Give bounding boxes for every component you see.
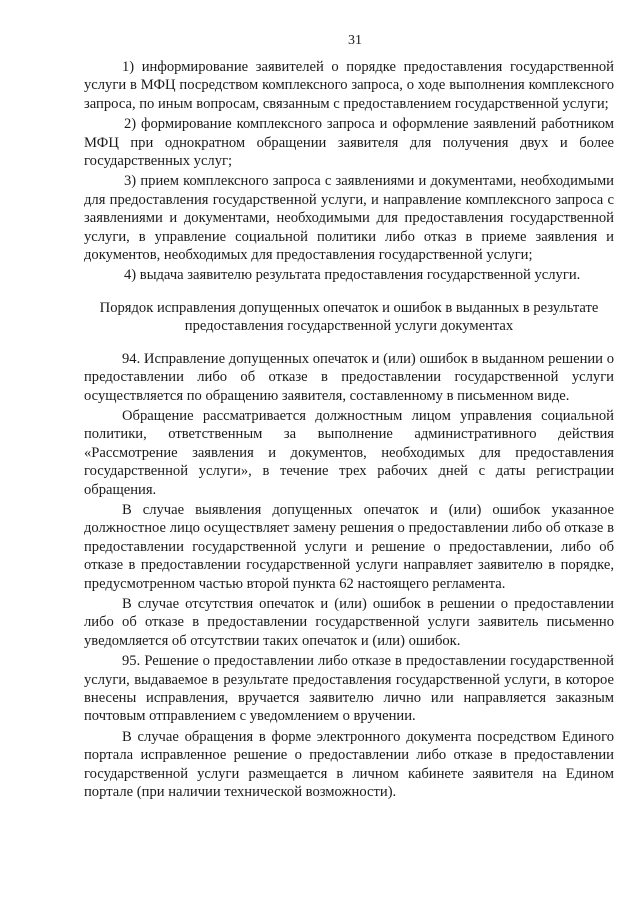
paragraph-94-errors-found: В случае выявления допущенных опечаток и (или) ошибок указанное должностное лицо осуществляет замену решения о предоставлении либо об отказе в предоставлении государственной услуги и решение о предоставлении, либо об отказе в предоставлении государственной услуги направляет заявителю в порядке, предусмотренном частью второй пункта 62 настоящего регламента. [84, 501, 614, 592]
paragraph-94-review: Обращение рассматривается должностным лицом управления социальной политики, ответственным за выполнение административного действия «Рассмотрение заявления и документов, необходимых для предоставления государственной услуги», в течение трех рабочих дней с даты регистрации обращения. [84, 407, 614, 498]
list-item-1: 1) информирование заявителей о порядке предоставления государственной услуги в МФЦ посредством комплексного запроса, о ходе выполнения комплексного запроса, по иным вопросам, связанным с предоставлением государственной услуги; [84, 59, 614, 112]
section-heading: Порядок исправления допущенных опечаток и ошибок в выданных в результате предоставления государственной услуги документах [99, 299, 599, 335]
paragraph-94-no-errors: В случае отсутствия опечаток и (или) ошибок в решении о предоставлении либо об отказе в предоставлении государственной услуги заявитель письменно уведомляется об отсутствии таких опечаток и (или) ошибок. [84, 595, 614, 649]
list-item-4: 4) выдача заявителю результата предоставления государственной услуги. [124, 267, 581, 284]
paragraph-95: 95. Решение о предоставлении либо отказе в предоставлении государственной услуги, выдаваемое в результате предоставления государственной услуги, в которое внесены исправления, вручается заявителю лично или направляется заказным почтовым отправлением с уведомлением о вручении. [84, 653, 614, 725]
paragraph-94: 94. Исправление допущенных опечаток и (или) ошибок в выданном решении о предоставлении либо об отказе в предоставлении государственной услуги осуществляется по обращению заявителя, составленному в письменном виде. [84, 350, 614, 404]
list-item-3: 3) прием комплексного запроса с заявлениями и документами, необходимыми для предоставления государственной услуги, и направление комплексного запроса с заявлениями и документами, необходимыми для предоставления государственной услуги, в управление социальной политики либо отказ в приеме заявления и документов, необходимых для предоставления государственной услуги; [84, 173, 614, 264]
list-item-2: 2) формирование комплексного запроса и оформление заявлений работником МФЦ при однократном обращении заявителя для получения двух и более государственных услуг; [84, 116, 614, 170]
page-number: 31 [348, 33, 362, 48]
paragraph-95-electronic: В случае обращения в форме электронного документа посредством Единого портала исправленное решение о предоставлении либо отказе в предоставлении государственной услуги размещается в личном кабинете заявителя на Едином портале (при наличии технической возможности). [84, 728, 614, 801]
